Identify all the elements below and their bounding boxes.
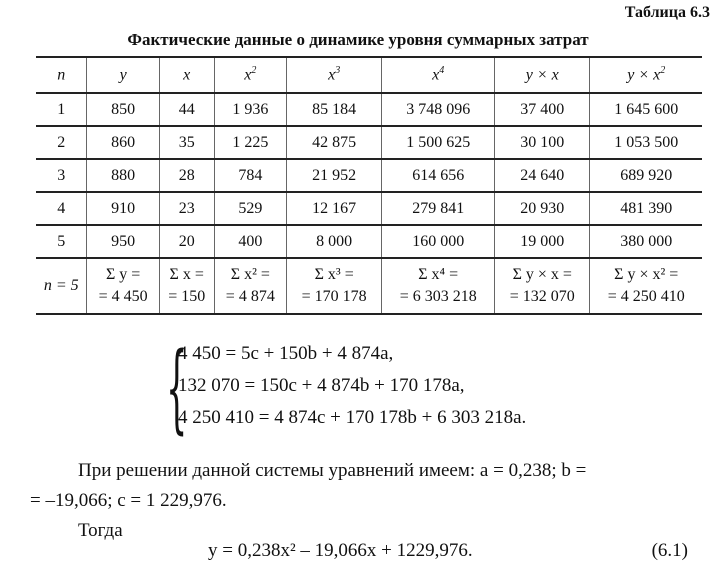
equation-1: 4 450 = 5c + 150b + 4 874a, — [178, 343, 394, 364]
sum-cell: Σ x = = 150 — [159, 258, 214, 314]
table-cell: 400 — [214, 225, 286, 258]
paragraph-line-1: При решении данной системы уравнений имеем: a = 0,238; b = — [78, 460, 587, 481]
table-cell: 8 000 — [286, 225, 381, 258]
table-cell: 1 500 625 — [382, 126, 495, 159]
col-header-x3: $x^3$ — [286, 57, 381, 93]
col-header-x4: $x^4$ — [382, 57, 495, 93]
header-row — [36, 57, 702, 93]
table-cell: 42 875 — [286, 126, 381, 159]
table-cell: 860 — [87, 126, 159, 159]
sum-cell: Σ y × x² = = 4 250 410 — [590, 258, 702, 314]
table-cell: 160 000 — [382, 225, 495, 258]
table-title: Фактические данные о динамике уровня суммарных затрат — [127, 30, 589, 49]
table-cell: 1 225 — [214, 126, 286, 159]
table-row — [36, 225, 702, 258]
sum-cell: Σ x⁴ = = 6 303 218 — [382, 258, 495, 314]
sum-cell: Σ y × x = = 132 070 — [495, 258, 590, 314]
sum-row — [36, 258, 702, 314]
sum-cell: Σ y = = 4 450 — [87, 258, 159, 314]
table-cell: 12 167 — [286, 192, 381, 225]
table-cell: 37 400 — [495, 93, 590, 126]
table-cell: 24 640 — [495, 159, 590, 192]
table-cell: 380 000 — [590, 225, 702, 258]
table-cell: 30 100 — [495, 126, 590, 159]
table-cell: 5 — [36, 225, 87, 258]
table-cell: 481 390 — [590, 192, 702, 225]
col-header-yx: y × x — [495, 57, 590, 93]
data-table — [36, 56, 702, 315]
col-header-y: y — [87, 57, 159, 93]
table-cell: 529 — [214, 192, 286, 225]
final-equation: y = 0,238x² – 19,066x + 1229,976. — [208, 540, 473, 561]
table-cell: 784 — [214, 159, 286, 192]
table-cell: 279 841 — [382, 192, 495, 225]
table-cell: 3 — [36, 159, 87, 192]
system-brace: { — [166, 332, 188, 444]
col-header-yx2: $y \times x^2$ — [590, 57, 702, 93]
sum-cell: Σ x² = = 4 874 — [214, 258, 286, 314]
equation-number: (6.1) — [651, 540, 688, 561]
table-row — [36, 159, 702, 192]
col-header-x2: $x^2$ — [214, 57, 286, 93]
table-cell: 1 645 600 — [590, 93, 702, 126]
col-header-n: n — [36, 57, 87, 93]
equation-system — [166, 332, 527, 444]
table-row — [36, 192, 702, 225]
table-cell: 1 — [36, 93, 87, 126]
table-cell: 20 — [159, 225, 214, 258]
table-cell: 1 053 500 — [590, 126, 702, 159]
table-cell: 689 920 — [590, 159, 702, 192]
table-cell: 910 — [87, 192, 159, 225]
table-cell: 85 184 — [286, 93, 381, 126]
table-cell: 1 936 — [214, 93, 286, 126]
table-cell: 28 — [159, 159, 214, 192]
col-header-x: x — [159, 57, 214, 93]
sum-cell: Σ x³ = = 170 178 — [286, 258, 381, 314]
table-cell: 4 — [36, 192, 87, 225]
table-cell: 20 930 — [495, 192, 590, 225]
table-row — [36, 126, 702, 159]
table-cell: 880 — [87, 159, 159, 192]
table-row — [36, 93, 702, 126]
table-cell: 2 — [36, 126, 87, 159]
table-cell: 21 952 — [286, 159, 381, 192]
table-cell: 614 656 — [382, 159, 495, 192]
table-cell: 19 000 — [495, 225, 590, 258]
table-cell: 44 — [159, 93, 214, 126]
sum-cell: n = 5 — [36, 258, 87, 314]
table-cell: 3 748 096 — [382, 93, 495, 126]
table-cell: 950 — [87, 225, 159, 258]
equation-2: 132 070 = 150c + 4 874b + 170 178a, — [178, 375, 465, 396]
table-cell: 850 — [87, 93, 159, 126]
table-label: Таблица 6.3 — [624, 4, 710, 21]
paragraph-line-2: = –19,066; c = 1 229,976. — [30, 490, 227, 511]
table-cell: 35 — [159, 126, 214, 159]
equation-3: 4 250 410 = 4 874c + 170 178b + 6 303 218a. — [178, 407, 527, 428]
table-cell: 23 — [159, 192, 214, 225]
solution-text — [30, 456, 710, 546]
then-word: Тогда — [78, 520, 123, 541]
